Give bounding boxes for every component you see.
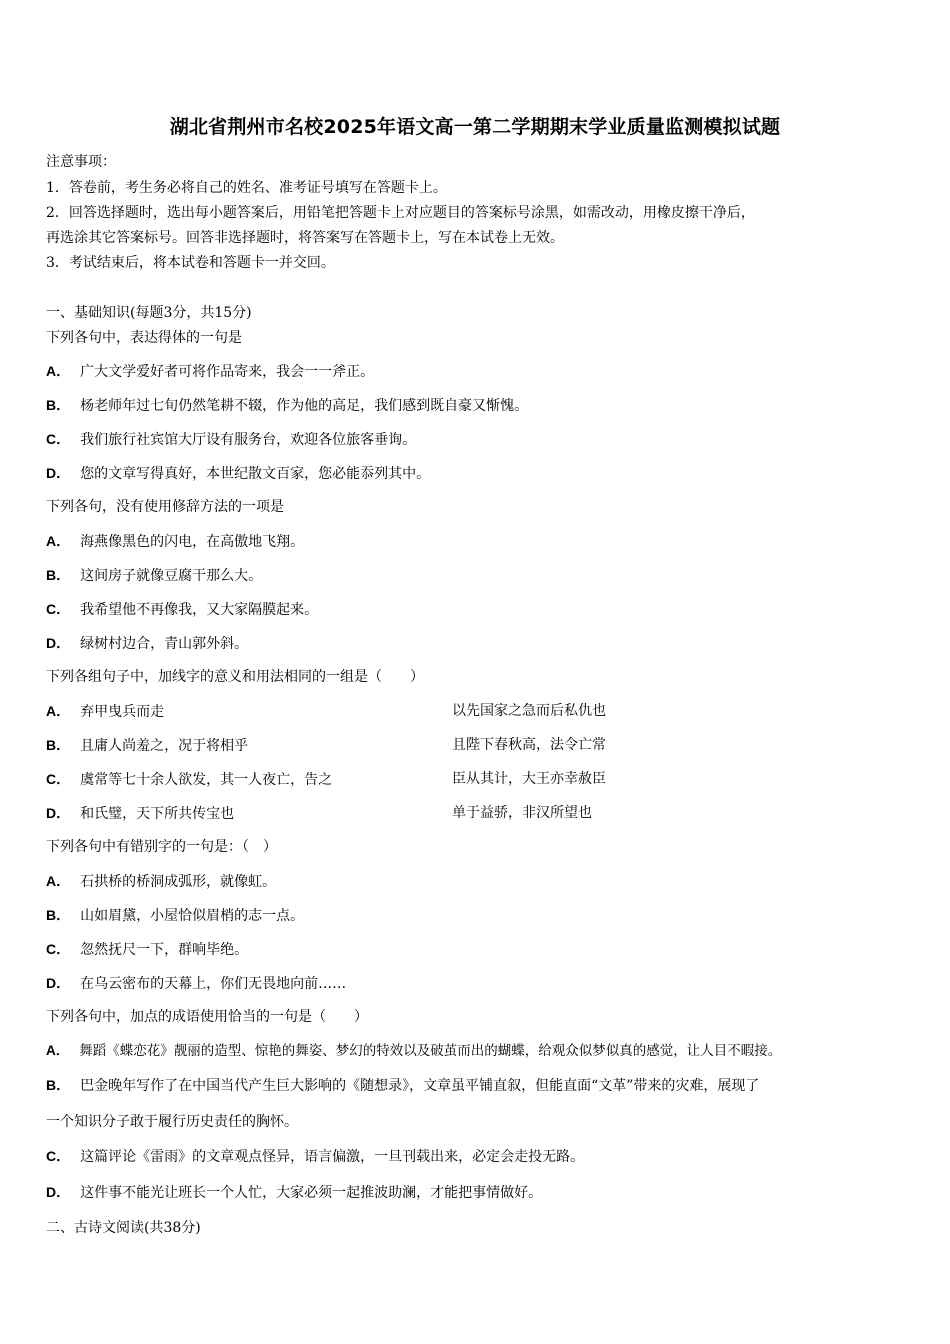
- question-5-option-a: [46, 1041, 781, 1061]
- question-3-option-d-pair: 单于益骄，非汉所望也: [452, 805, 592, 821]
- option-label: A．: [46, 533, 71, 549]
- option-label: B．: [46, 907, 71, 923]
- question-4-option-a: [46, 871, 276, 892]
- question-3-option-a: [46, 701, 164, 722]
- question-3-stem: 下列各组句子中，加线字的意义和用法相同的一组是（ ）: [46, 669, 424, 685]
- notice-item-1: 1．答卷前，考生务必将自己的姓名、准考证号填写在答题卡上。: [46, 180, 447, 196]
- option-label: A．: [46, 1043, 70, 1058]
- option-label: D．: [46, 465, 71, 481]
- question-3-option-a-pair: 以先国家之急而后私仇也: [452, 703, 606, 719]
- option-label: A．: [46, 363, 71, 379]
- option-text: 这篇评论《雷雨》的文章观点怪异，语言偏激，一旦刊载出来，必定会走投无路。: [80, 1149, 585, 1165]
- option-text: 杨老师年过七旬仍然笔耕不辍，作为他的高足，我们感到既自豪又惭愧。: [80, 398, 529, 414]
- question-4-option-c: [46, 939, 248, 960]
- question-1-option-b: [46, 395, 528, 416]
- option-label: C．: [46, 1148, 71, 1164]
- option-label: C．: [46, 941, 71, 957]
- question-4-option-d: [46, 973, 346, 994]
- section-1-heading: 一、基础知识(每题3分，共15分): [46, 305, 252, 321]
- option-label: C．: [46, 601, 71, 617]
- question-4-option-b: [46, 905, 304, 926]
- option-label: D．: [46, 635, 71, 651]
- question-5-stem: 下列各句中，加点的成语使用恰当的一句是（ ）: [46, 1009, 368, 1025]
- option-text: 且庸人尚羞之，况于将相乎: [80, 738, 249, 754]
- notice-heading: 注意事项：: [46, 154, 116, 170]
- option-text: 舞蹈《蝶恋花》靓丽的造型、惊艳的舞姿、梦幻的特效以及破茧而出的蝴蝶，给观众似梦似真的感觉，让人目不暇接。: [79, 1043, 782, 1059]
- question-5-option-d: [46, 1182, 542, 1203]
- option-label: B．: [46, 737, 71, 753]
- question-3-option-d: [46, 803, 234, 824]
- question-3-option-b-pair: 且陛下春秋高，法令亡常: [452, 737, 606, 753]
- question-5-option-b: [46, 1075, 759, 1096]
- question-1-option-a: [46, 361, 374, 382]
- option-label: D．: [46, 805, 71, 821]
- option-label: A．: [46, 873, 71, 889]
- option-text: 这间房子就像豆腐干那么大。: [80, 568, 263, 584]
- option-text: 山如眉黛，小屋恰似眉梢的志一点。: [80, 908, 305, 924]
- page-title: 湖北省荆州市名校2025年语文高一第二学期期末学业质量监测模拟试题: [169, 116, 781, 138]
- question-2-option-c: [46, 599, 318, 620]
- question-3-option-c: [46, 769, 332, 790]
- question-3-option-b: [46, 735, 248, 756]
- question-2-option-b: [46, 565, 262, 586]
- option-text: 广大文学爱好者可将作品寄来，我会一一斧正。: [80, 364, 375, 380]
- notice-item-2b: 再选涂其它答案标号。回答非选择题时，将答案写在答题卡上，写在本试卷上无效。: [46, 230, 564, 246]
- option-text: 我们旅行社宾馆大厅设有服务台，欢迎各位旅客垂询。: [80, 432, 417, 448]
- option-label: D．: [46, 975, 71, 991]
- question-5-option-c: [46, 1146, 584, 1167]
- question-4-stem: 下列各句中有错别字的一句是：（ ）: [46, 839, 277, 855]
- question-1-option-c: [46, 429, 416, 450]
- option-text: 您的文章写得真好，本世纪散文百家，您必能忝列其中。: [80, 466, 431, 482]
- option-text: 海燕像黑色的闪电，在高傲地飞翔。: [80, 534, 305, 550]
- option-label: D．: [46, 1184, 71, 1200]
- option-text: 我希望他不再像我，又大家隔膜起来。: [80, 602, 319, 618]
- option-label: C．: [46, 431, 71, 447]
- option-text: 绿树村边合，青山郭外斜。: [80, 636, 249, 652]
- question-2-option-d: [46, 633, 248, 654]
- option-label: C．: [46, 771, 71, 787]
- question-1-option-d: [46, 463, 430, 484]
- option-text: 虞常等七十余人欲发，其一人夜亡，告之: [80, 772, 333, 788]
- option-text: 忽然抚尺一下，群响毕绝。: [80, 942, 249, 958]
- option-text: 巴金晚年写作了在中国当代产生巨大影响的《随想录》，文章虽平铺直叙，但能直面“文革”带来的灾难，展现了: [80, 1078, 760, 1094]
- notice-item-3: 3．考试结束后，将本试卷和答题卡一并交回。: [46, 255, 335, 271]
- option-text: 石拱桥的桥洞成弧形，就像虹。: [80, 874, 277, 890]
- option-text: 这件事不能光让班长一个人忙，大家必须一起推波助澜，才能把事情做好。: [80, 1185, 543, 1201]
- question-2-stem: 下列各句，没有使用修辞方法的一项是: [46, 499, 284, 515]
- section-2-heading: 二、古诗文阅读(共38分): [46, 1220, 201, 1236]
- option-text: 弃甲曳兵而走: [80, 704, 165, 720]
- option-text: 和氏璧，天下所共传宝也: [80, 806, 235, 822]
- question-1-stem: 下列各句中，表达得体的一句是: [46, 330, 242, 346]
- question-3-option-c-pair: 臣从其计，大王亦幸赦臣: [452, 771, 606, 787]
- option-label: A．: [46, 703, 71, 719]
- option-label: B．: [46, 567, 71, 583]
- question-5-option-b-continued: 一个知识分子敢于履行历史责任的胸怀。: [46, 1114, 298, 1130]
- option-text: 在乌云密布的天幕上，你们无畏地向前……: [80, 976, 347, 992]
- question-2-option-a: [46, 531, 304, 552]
- notice-item-2a: 2．回答选择题时，选出每小题答案后，用铅笔把答题卡上对应题目的答案标号涂黑，如需改动，用橡皮擦干净后，: [46, 205, 755, 221]
- option-label: B．: [46, 1077, 71, 1093]
- option-label: B．: [46, 397, 71, 413]
